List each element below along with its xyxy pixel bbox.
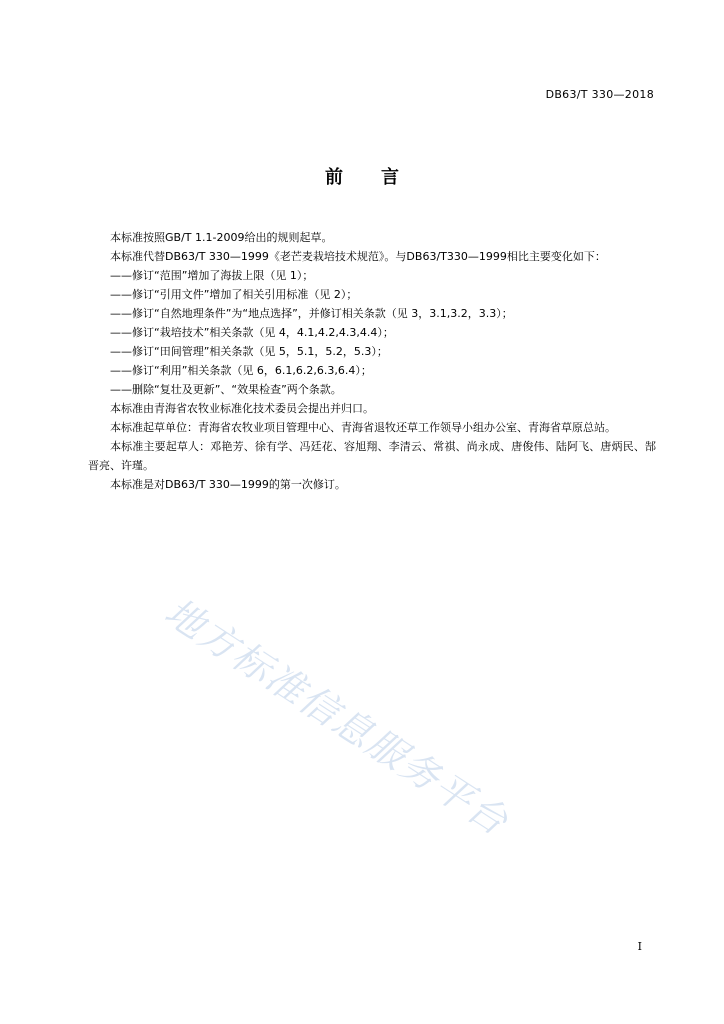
- change-item-deletion: ——删除“复壮及更新”、“效果检查”两个条款。: [110, 383, 342, 396]
- change-item-scope: ——修订“范围”增加了海拔上限（见 1）；: [110, 269, 314, 282]
- change-item-references: ——修订“引用文件”增加了相关引用标准（见 2）；: [110, 288, 358, 301]
- change-item-cultivation: ——修订“栽培技术”相关条款（见 4，4.1,4.2,4.3,4.4）；: [110, 326, 394, 339]
- paragraph-drafting-units: 本标准起草单位：青海省农牧业项目管理中心、青海省退牧还草工作领导小组办公室、青海省草原总站。: [110, 421, 616, 434]
- change-item-utilization: ——修订“利用”相关条款（见 6，6.1,6.2,6.3,6.4）；: [110, 364, 372, 377]
- change-item-field-management: ——修订“田间管理”相关条款（见 5，5.1，5.2，5.3）；: [110, 345, 388, 358]
- paragraph-revision-note: 本标准是对DB63/T 330—1999的第一次修订。: [110, 478, 346, 491]
- watermark: 地方标准信息服务平台: [157, 589, 517, 845]
- document-code: DB63/T 330—2018: [545, 88, 654, 101]
- page-title: 前言: [325, 167, 437, 188]
- paragraph-proposer: 本标准由青海省农牧业标准化技术委员会提出并归口。: [110, 402, 374, 415]
- page-number: I: [637, 940, 642, 953]
- change-item-site-selection: ——修订“自然地理条件”为“地点选择”，并修订相关条款（见 3，3.1,3.2，3.3）；: [110, 307, 513, 320]
- paragraph-replacement: 本标准代替DB63/T 330—1999《老芒麦栽培技术规范》。与DB63/T330—1999相比主要变化如下：: [110, 250, 606, 263]
- paragraph-drafting-rule: 本标准按照GB/T 1.1-2009给出的规则起草。: [110, 231, 333, 244]
- foreword-body: [88, 228, 656, 494]
- paragraph-drafters: 本标准主要起草人：邓艳芳、徐有学、冯廷花、容旭翔、李清云、常祺、尚永成、唐俊伟、陆阿飞、唐炳民、郜晋亮、许瑾。: [88, 440, 656, 472]
